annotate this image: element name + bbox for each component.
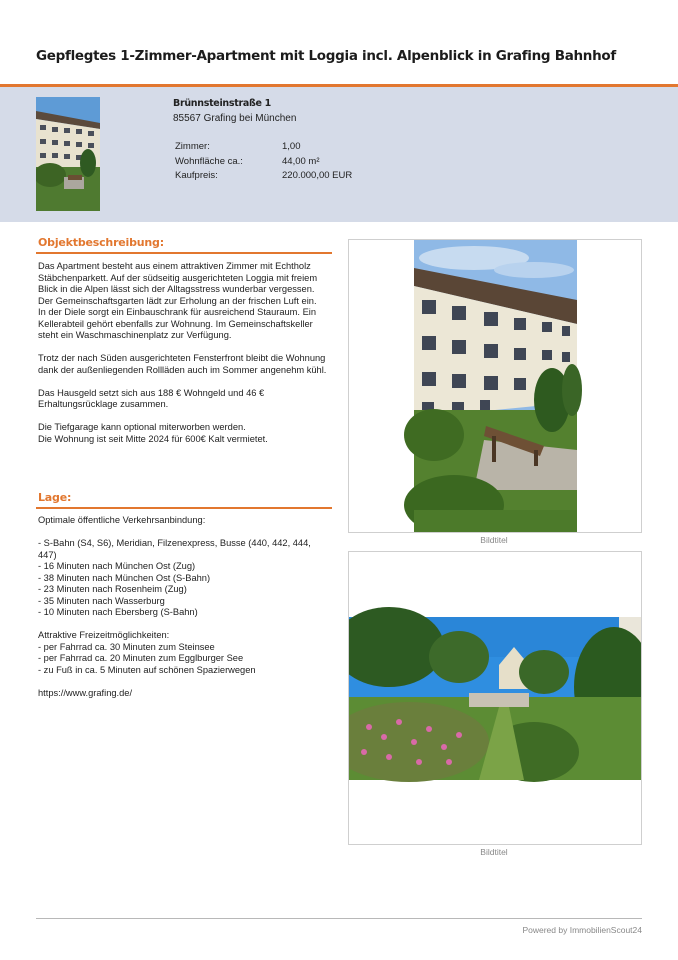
building-thumbnail[interactable] bbox=[36, 97, 100, 211]
description-text: Das Apartment besteht aus einem attraktiven Zimmer mit Echtholz Stäbchenparkett. Auf der südseitig ausgerichteten Loggia mit freiem Blick in die Alpen lässt sich der Alltagsstress wunderbar vergessen. Der Gemeinschaftsgarten lädt zur Erholung an der frischen Luft ein. In der Diele sorgt ein Einbauschrank für ausreichend Stauraum. Ein Kellerabteil gehört ebenfalls zur Wohnung. Im Gemeinschaftskeller steht ein Waschmaschinenplatz zur Verfügung. Trotz der nach Süden ausgerichteten Fensterfront bleibt die Wohnung dank der außenliegenden Rollläden auch im Sommer angenehm kühl. Das Hausgeld setzt sich aus 188 € Wohngeld und 46 € Erhaltungsrücklage zusammen. Die Tiefgarage kann optional miterworben werden. Die Wohnung ist seit Mitte 2024 für 600€ Kalt vermietet. bbox=[38, 261, 327, 444]
photo-caption: Bildtitel bbox=[480, 847, 508, 857]
address-block bbox=[173, 96, 296, 126]
fact-label: Wohnfläche ca.: bbox=[175, 155, 243, 167]
description-heading: Objektbeschreibung: bbox=[36, 236, 332, 254]
photo-building[interactable] bbox=[348, 239, 642, 533]
footer-divider bbox=[36, 918, 642, 919]
listing-title: Gepflegtes 1-Zimmer-Apartment mit Loggia incl. Alpenblick in Grafing Bahnhof bbox=[36, 48, 616, 64]
city-address: 85567 Grafing bei München bbox=[173, 113, 297, 124]
key-facts-table bbox=[175, 140, 352, 184]
street-address: Brünnsteinstraße 1 bbox=[173, 98, 271, 109]
fact-value: 44,00 m² bbox=[282, 155, 320, 167]
fact-label: Kaufpreis: bbox=[175, 170, 218, 181]
fact-value: 220.000,00 EUR bbox=[282, 170, 353, 181]
fact-value: 1,00 bbox=[282, 141, 301, 152]
location-text: Optimale öffentliche Verkehrsanbindung: - S-Bahn (S4, S6), Meridian, Filzenexpress, Busse (440, 442, 444, 447) - 16 Minuten nach München Ost (Zug) - 38 Minuten nach München Ost (S-Bahn) - 23 Minuten nach Rosenheim (Zug) - 35 Minuten nach Wasserburg - 10 Minuten nach Ebersberg (S-Bahn) Attraktive Freizeitmöglichkeiten: - per Fahrrad ca. 30 Minuten zum Steinsee - per Fahrrad ca. 20 Minuten zum Egglburger See - zu Fuß in ca. 5 Minuten auf schönen Spazierwegen https://www.grafing.de/ bbox=[38, 515, 311, 698]
photo-garden[interactable] bbox=[348, 551, 642, 845]
fact-row-price bbox=[175, 169, 352, 184]
fact-label: Zimmer: bbox=[175, 141, 210, 152]
photo-caption: Bildtitel bbox=[480, 535, 508, 545]
fact-row-living-area bbox=[175, 155, 352, 170]
fact-row-rooms bbox=[175, 140, 352, 155]
location-heading: Lage: bbox=[36, 491, 332, 509]
footer-credit: Powered by ImmobilienScout24 bbox=[522, 925, 642, 935]
